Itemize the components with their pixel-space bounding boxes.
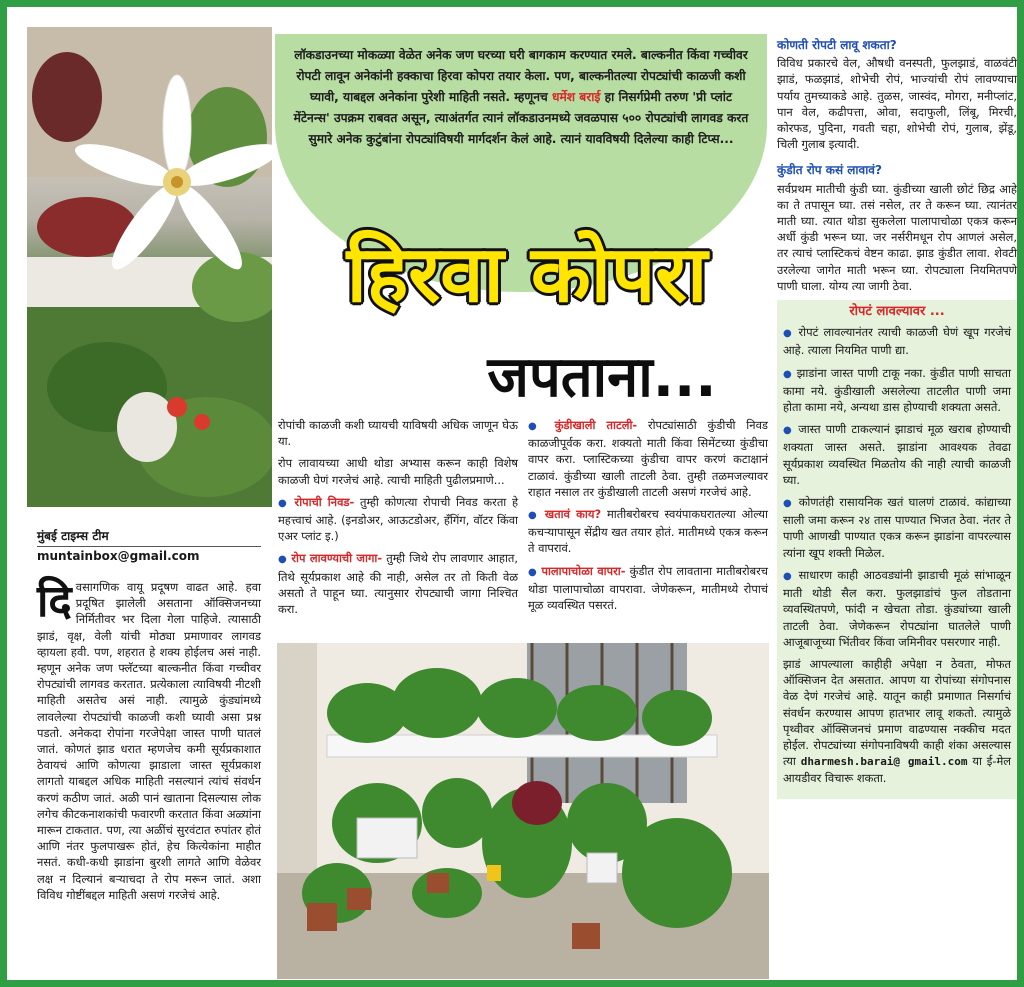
bullet-icon: ●: [278, 554, 288, 566]
bullet-icon: ●: [528, 566, 538, 578]
after-planting-title: रोपटं लावल्यावर ...: [849, 304, 945, 320]
bullet-icon: ●: [783, 498, 794, 510]
bullet-icon: ●: [528, 421, 544, 432]
bullet-icon: ●: [278, 497, 289, 509]
mid1-heading-3: रोपाची निवड-: [294, 494, 355, 509]
intro-part-b: हा निसर्गप्रेमी तरुण 'प्री प्लांट मेंटेनन्स' उपक्रम राबवत असून, त्याअंतर्गत त्यानं लॉकडाउनमध्ये जवळपास ५०० रोपट्यांची लागवड करत सुमारे अनेक कुटुंबांना रोपट्यांविषयी मार्गदर्शन केलं आहे. त्यानं यावविषयी दिलेल्या काही टिप्स...: [293, 90, 749, 146]
bullet-icon: ●: [783, 570, 794, 582]
after-tip-4: [783, 494, 1011, 561]
mid2-heading-3: पालापाचोळा वापरा-: [541, 563, 626, 578]
left-body-text: वसागणिक वायू प्रदूषण वाढत आहे. हवा प्रदूषित झालेली असताना ऑक्सिजनच्या निर्मितीवर भर दिला गेला पाहिजे. त्यासाठी झाडं, वृक्ष, वेली यांची मोठ्या प्रमाणावर लागवड व्हायला हवी. पण, शहरात हे शक्य होईलच असं नाही. म्हणून अनेक जण फ्लॅटच्या बाल्कनीत किंवा गच्चीवर रोपट्यांची लागवड करतात. प्रत्येकाला त्याविषयी नीटशी माहिती असतेच असं नाही. त्यामुळे कुंड्यांमध्ये लावलेल्या रोपट्यांची काळजी कशी घ्यावी असा प्रश्न पडतो. अनेकदा रोपांना गरजेपेक्षा जास्त पाणी घातलं जातं. कोणतं झाड धरात म्हणजेच कमी सूर्यप्रकाशात ठेवायचं आणि कोणत्या झाडाला जास्त सूर्यप्रकाश लागतो याबद्दल अधिक माहिती नसल्यानं त्यांचं संवर्धन करणं कठीण जातं. अळी पानं खाताना दिसल्यास लोक लगेच कीटकनाशकांची फवारणी करतात किंवा अळ्यांना मारून टाकतात. पण, त्या अळींचं सुरवंटात रुपांतर होतं आणि नंतर फुलपाखरू होतं, हेच कित्येकांना माहीत नसतं. कधी-कधी झाडांना बुरशी लागते आणि वेळेवर लक्ष न दिल्यानं बऱ्याचदा ते रोप मरून जातं. अशा विविध गोष्टींबद्दल माहिती असणं गरजेचं आहे.: [37, 580, 261, 902]
mid2-section-plate: [528, 417, 768, 500]
mid2-section-fertilizer: [528, 506, 768, 557]
after-tip-5-text: साधारण काही आठवड्यांनी झाडाची मूळं सांभाळून माती थोडी सैल करा. फुलझाडांचं फुल तोडताना व्यवस्थितपणे, फांदी न खेचता तोडा. कुंड्यांच्या खाली ताटली ठेवा. जेणेकरून रोपट्यांना घातलेले पाणी आजूबाजूच्या भिंतीवर किंवा जमिनीवर पसरणार नाही.: [783, 567, 1012, 649]
mid1-para-3: तुम्ही कोणत्या रोपाची निवड करता हे महत्त्वाचं आहे. (इनडोअर, आऊटडोअर, हँगिंग, वॉटर किंवा एअर प्लांट इ.): [278, 494, 519, 544]
bullet-icon: ●: [528, 510, 539, 522]
photo-balcony-garden: [277, 643, 769, 979]
dropcap: दि: [37, 576, 72, 627]
closing-paragraph: [783, 656, 1011, 787]
mid1-section-plant-choice: [278, 494, 518, 545]
after-tip-3: [783, 421, 1011, 488]
closing-text-a: झाडं आपल्याला काहीही अपेक्षा न ठेवता, मोफत ऑक्सिजन देत असतात. आपण या रोपांच्या संगोपनास वेळ देणं गरजेचं आहे. यातून काही प्रमाणात निसर्गाचं संवर्धन करण्यास आपण हातभार लावू शकतो. त्यामुळे पृथ्वीवर ऑक्सिजनचं प्रमाण वाढण्यास नक्कीच मदत होईल. रोपट्यांच्या संगोपनाविषयी काही शंका असल्यास त्या: [783, 656, 1011, 769]
right-heading-1: कोणती रोपटी लावू शकता?: [777, 38, 897, 52]
middle-column-2: [528, 417, 768, 619]
mid2-section-mulch: [528, 563, 768, 614]
author-name: धर्मेश बराई: [551, 90, 601, 104]
right-heading-2: कुंडीत रोप कसं लावावं?: [777, 163, 882, 178]
byline-team: मुंबई टाइम्स टीम: [37, 529, 109, 543]
after-tip-2-text: झाडांना जास्त पाणी टाकू नका. कुंडीत पाणी साचता कामा नये. कुंडीखाली असलेल्या ताटलीत पाणी जमा होता कामा नये, अन्यथा डास होण्याची शक्यता असते.: [783, 365, 1011, 415]
right-para-2: सर्वप्रथम मातीची कुंडी घ्या. कुंडीच्या खाली छोटं छिद्र आहे का ते तपासून घ्या. तसं नसेल, तर ते करून घ्या. त्यानंतर माती घ्या. त्यात थोडा सुकलेला पालापाचोळा एकत्र करून अर्धी कुंडी भरून घ्या. जर नर्सरीमधून रोप आणलं असेल, तर त्याचं प्लास्टिकचं वेष्टन काढा. झाड कुंडीत लावा. शेवटी उरलेल्या जागेत माती भरून घ्या. रोपट्याला नियमितपणे पाणी घाला. योग्य त्या जागी ठेवा.: [777, 181, 1017, 293]
right-para-1: विविध प्रकारचे वेल, औषधी वनस्पती, फुलझाडं, वाळवंटी झाडं, फळझाडं, शोभेची रोपं, भाज्यांची रोपं लावण्याचा पर्याय तुमच्याकडे आहे. तुळस, जास्वंद, मोगरा, मनीप्लांट, पान वेल, कढीपत्ता, ओवा, सदाफुली, लिंबू, मिरची, कोरफड, पुदिना, गवती चहा, शोभेची रोपं, गुलाब, झेंडू, चिली गुलाब इत्यादी.: [777, 56, 1017, 152]
mid2-para-2: मातीबरोबरच स्वयंपाकघरातल्या ओल्या कचऱ्यापासून सेंद्रीय खत तयार होतं. मातीमध्ये एकत्र करून ते वापरावं.: [528, 507, 768, 556]
after-tip-2: [783, 365, 1011, 416]
left-column: [37, 527, 261, 903]
mid1-section-location: [278, 550, 518, 617]
after-planting-box: [777, 300, 1017, 798]
mid1-para-4: तुम्ही जिथे रोप लावणार आहात, तिथे सूर्यप्रकाश आहे की नाही, असेल तर तो किती वेळ असतो ते पाहून घ्या. त्यानुसार रोपट्याची जागा निश्चित करा.: [278, 551, 519, 617]
mid2-para-1: रोपट्यांसाठी कुंडीची निवड काळजीपूर्वक करा. शक्यतो माती किंवा सिमेंटच्या कुंडीचा वापर करा. प्लास्टिकच्या कुंडीचा वापर करणं कटाक्षानं टाळावं. कुंडीच्या खाली ताटली ठेवा. तुम्ही तळमजल्यावर राहात नसाल तर कुंडीखाली ताटली असणं गरजेचं आहे.: [528, 418, 768, 499]
photo-flower-balcony: [27, 27, 272, 507]
bullet-icon: ●: [783, 328, 794, 340]
flower-illustration: [27, 27, 272, 507]
middle-column-1: [278, 417, 518, 623]
closing-text-b: या ई-मेल आयडीवर विचारू शकता.: [783, 754, 1011, 786]
bullet-icon: ●: [783, 425, 794, 437]
headline: हिरवा कोपरा: [346, 230, 708, 320]
left-body: [37, 576, 261, 903]
mid1-para-1: रोपांची काळजी कशी घ्यायची याविषयी अधिक जाणून घेऊ या.: [278, 418, 518, 449]
byline-email: muntainbox@gmail.com: [37, 546, 261, 563]
right-column: [777, 37, 1017, 799]
after-tip-5: [783, 567, 1011, 650]
mid2-para-3: कुंडीत रोप लावताना मातीबरोबरच थोडा पालापाचोळा वापरावा. जेणेकरून, मातीमध्ये रोपाचं मूळ व्यवस्थित पसरतं.: [528, 563, 769, 613]
intro-part-a: लॉकडाउनच्या मोकळ्या वेळेत अनेक जण घरच्या घरी बागकाम करण्यात रमले. बाल्कनीत किंवा गच्चीवर रोपटी लावून अनेकांनी हक्काचा हिरवा कोपरा तयार केला. पण, बाल्कनीतल्या रोपट्यांची काळजी कशी घ्यावी, याबद्दल अनेकांना पुरेशी माहिती नसते. म्हणूनच: [294, 48, 748, 104]
mid2-heading-1: कुंडीखाली ताटली-: [554, 418, 638, 432]
intro-text: [292, 45, 750, 150]
after-tip-1-text: रोपटं लावल्यानंतर त्याची काळजी घेणं खूप गरजेचं आहे. त्याला नियमित पाणी द्या.: [783, 325, 1011, 358]
mid1-heading-4: रोप लावण्याची जागा-: [291, 551, 383, 566]
balcony-illustration: [277, 643, 769, 979]
after-tip-4-text: कोणतंही रासायनिक खतं घालणं टाळावं. कांद्याच्या साली जमा करून २४ तास पाण्यात भिजत ठेवा. नंतर ते पाणी आणखी पाण्यात एकत्र करून झाडांना वापरल्यास त्यांना खूप शक्ती मिळेल.: [783, 495, 1012, 560]
mid2-heading-2: खतावं काय?: [544, 507, 602, 522]
after-tip-3-text: जास्त पाणी टाकल्यानं झाडाचं मूळ खराब होण्याची शक्यता जास्त असते. झाडांना आवश्यक तेवढा सूर्यप्रकाश व्यवस्थित मिळतोय की नाही त्याची काळजी घ्या.: [783, 422, 1011, 487]
bullet-icon: ●: [783, 368, 793, 380]
contact-email-link[interactable]: dharmesh.barai@ gmail.com: [800, 755, 968, 769]
mid1-para-2: रोप लावायच्या आधी थोडा अभ्यास करून काही विशेष काळजी घेणं गरजेचं आहे. त्याची माहिती पुढीलप्रमाणे...: [278, 456, 518, 487]
subheadline: जपताना...: [487, 345, 717, 410]
after-tip-1: [783, 324, 1011, 358]
